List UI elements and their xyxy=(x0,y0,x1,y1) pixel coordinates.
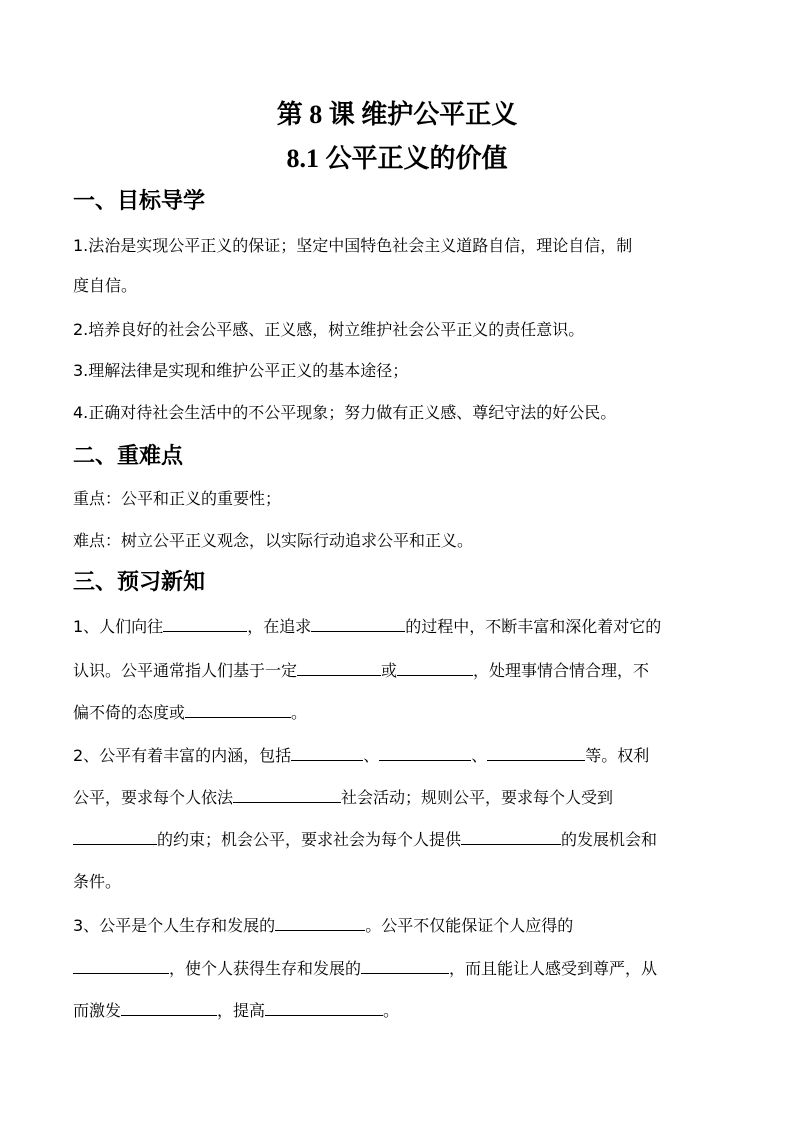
question-text: 的发展机会和 xyxy=(561,830,658,849)
question-text: 、 xyxy=(363,746,380,765)
goal-item-2: 2.培养良好的社会公平感、正义感，树立维护社会公平正义的责任意识。 xyxy=(73,320,585,339)
fill-blank xyxy=(275,914,365,931)
fill-blank xyxy=(265,999,383,1016)
question-2-line-3 xyxy=(73,828,723,850)
key-point-text: 重点：公平和正义的重要性； xyxy=(73,489,282,508)
question-text: 2、公平有着丰富的内涵，包括 xyxy=(73,746,292,765)
question-3-line-2 xyxy=(73,957,723,979)
question-2-line-4: 条件。 xyxy=(73,872,122,891)
fill-blank xyxy=(487,744,585,761)
fill-blank xyxy=(233,786,341,803)
fill-blank xyxy=(361,957,449,974)
question-text: 偏不倚的态度或 xyxy=(73,703,186,722)
fill-blank xyxy=(297,659,381,676)
lesson-title: 第 8 课 维护公平正义 xyxy=(276,100,518,129)
question-text: 。 xyxy=(383,1001,400,1020)
section-heading-key-points: 二、重难点 xyxy=(73,444,184,469)
section-heading-goals: 一、目标导学 xyxy=(73,189,206,214)
question-text: 社会活动；规则公平，要求每个人受到 xyxy=(341,788,614,807)
question-2-line-1 xyxy=(73,744,723,766)
section-heading-preview: 三、预习新知 xyxy=(73,570,206,595)
question-text: 的过程中，不断丰富和深化着对它的 xyxy=(405,617,662,636)
question-1-line-1 xyxy=(73,615,723,637)
fill-blank xyxy=(163,615,247,632)
goal-item-3: 3.理解法律是实现和维护公平正义的基本途径； xyxy=(73,361,409,380)
difficult-point-text: 难点：树立公平正义观念，以实际行动追求公平和正义。 xyxy=(73,531,474,550)
fill-blank xyxy=(121,999,217,1016)
fill-blank xyxy=(73,828,157,845)
question-text: 的约束；机会公平，要求社会为每个人提供 xyxy=(157,830,462,849)
fill-blank xyxy=(185,701,291,718)
question-text: 1、人们向往 xyxy=(73,617,164,636)
fill-blank xyxy=(291,744,363,761)
question-text: ，处理事情合情合理，不 xyxy=(473,661,650,680)
question-text: 等。权利 xyxy=(585,746,650,765)
question-text: ，在追求 xyxy=(247,617,312,636)
question-text: ，使个人获得生存和发展的 xyxy=(169,959,362,978)
question-text: 。公平不仅能保证个人应得的 xyxy=(365,916,574,935)
question-text: 公平，要求每个人依法 xyxy=(73,788,234,807)
question-text: ，而且能让人感受到尊严，从 xyxy=(449,959,658,978)
lesson-subtitle: 8.1 公平正义的价值 xyxy=(286,144,508,173)
goal-item-1-line-1: 1.法治是实现公平正义的保证；坚定中国特色社会主义道路自信，理论自信，制 xyxy=(73,236,633,255)
question-3-line-1 xyxy=(73,914,723,936)
goal-item-4: 4.正确对待社会生活中的不公平现象；努力做有正义感、尊纪守法的好公民。 xyxy=(73,403,617,422)
question-1-line-2 xyxy=(73,659,723,681)
question-3-line-3 xyxy=(73,999,723,1021)
question-2-line-2 xyxy=(73,786,723,808)
question-text: 、 xyxy=(471,746,488,765)
fill-blank xyxy=(379,744,471,761)
question-text: 。 xyxy=(291,703,308,722)
question-text: 或 xyxy=(381,661,398,680)
fill-blank xyxy=(461,828,561,845)
question-1-line-3 xyxy=(73,701,723,723)
fill-blank xyxy=(73,957,169,974)
question-text: 认识。公平通常指人们基于一定 xyxy=(73,661,298,680)
goal-item-1-line-2: 度自信。 xyxy=(73,276,138,295)
question-text: 而激发 xyxy=(73,1001,122,1020)
question-text: 3、公平是个人生存和发展的 xyxy=(73,916,276,935)
fill-blank xyxy=(311,615,405,632)
question-text: ，提高 xyxy=(217,1001,266,1020)
fill-blank xyxy=(397,659,473,676)
